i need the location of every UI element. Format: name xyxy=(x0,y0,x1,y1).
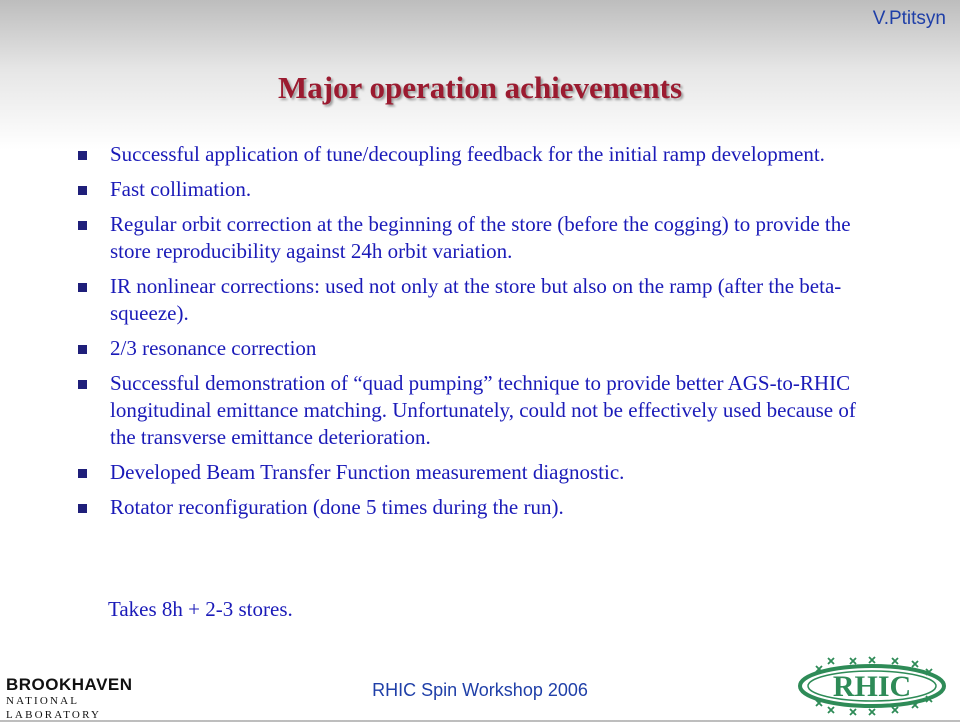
bullet-text: Successful application of tune/decoupling feedback for the initial ramp development. xyxy=(110,142,825,166)
bullet-text: Regular orbit correction at the beginning of the store (before the cogging) to provide the store reproducibility against 24h orbit variation. xyxy=(110,212,851,263)
bullet-item xyxy=(76,494,876,521)
bullet-text: Successful demonstration of “quad pumping” technique to provide better AGS-to-RHIC longitudinal emittance matching. Unfortunately, could not be effectively used because of the transverse emittance deterioration. xyxy=(110,371,856,449)
bullet-item xyxy=(76,370,876,451)
bullet-list xyxy=(76,141,876,529)
rhic-logo xyxy=(788,656,956,716)
bullet-text: Developed Beam Transfer Function measurement diagnostic. xyxy=(110,460,625,484)
square-bullet-icon xyxy=(78,221,87,230)
footer-text: RHIC Spin Workshop 2006 xyxy=(372,680,588,700)
brookhaven-logo-sub-text: NATIONAL LABORATORY xyxy=(6,695,102,721)
bullet-text: Fast collimation. xyxy=(110,177,252,201)
square-bullet-icon xyxy=(78,469,87,478)
bullet-item xyxy=(76,459,876,486)
bullet-text: IR nonlinear corrections: used not only at the store but also on the ramp (after the beta-squeeze). xyxy=(110,274,842,325)
bullet-text: 2/3 resonance correction xyxy=(110,336,317,360)
bullet-item xyxy=(76,176,876,203)
rhic-logo-text: RHIC xyxy=(832,670,912,703)
bullet-item xyxy=(76,273,876,327)
square-bullet-icon xyxy=(78,345,87,354)
square-bullet-icon xyxy=(78,151,87,160)
square-bullet-icon xyxy=(78,504,87,513)
bullet-item xyxy=(76,211,876,265)
brookhaven-logo-main-text: BROOKHAVEN xyxy=(6,675,133,694)
square-bullet-icon xyxy=(78,380,87,389)
bullet-continuation-text: Takes 8h + 2-3 stores. xyxy=(108,597,293,621)
square-bullet-icon xyxy=(78,186,87,195)
square-bullet-icon xyxy=(78,283,87,292)
bullet-item xyxy=(76,335,876,362)
bullet-item xyxy=(76,141,876,168)
bullet-text: Rotator reconfiguration (done 5 times during the run). xyxy=(110,495,564,519)
slide-title: Major operation achievements xyxy=(277,70,683,105)
author-label: V.Ptitsyn xyxy=(872,8,946,29)
